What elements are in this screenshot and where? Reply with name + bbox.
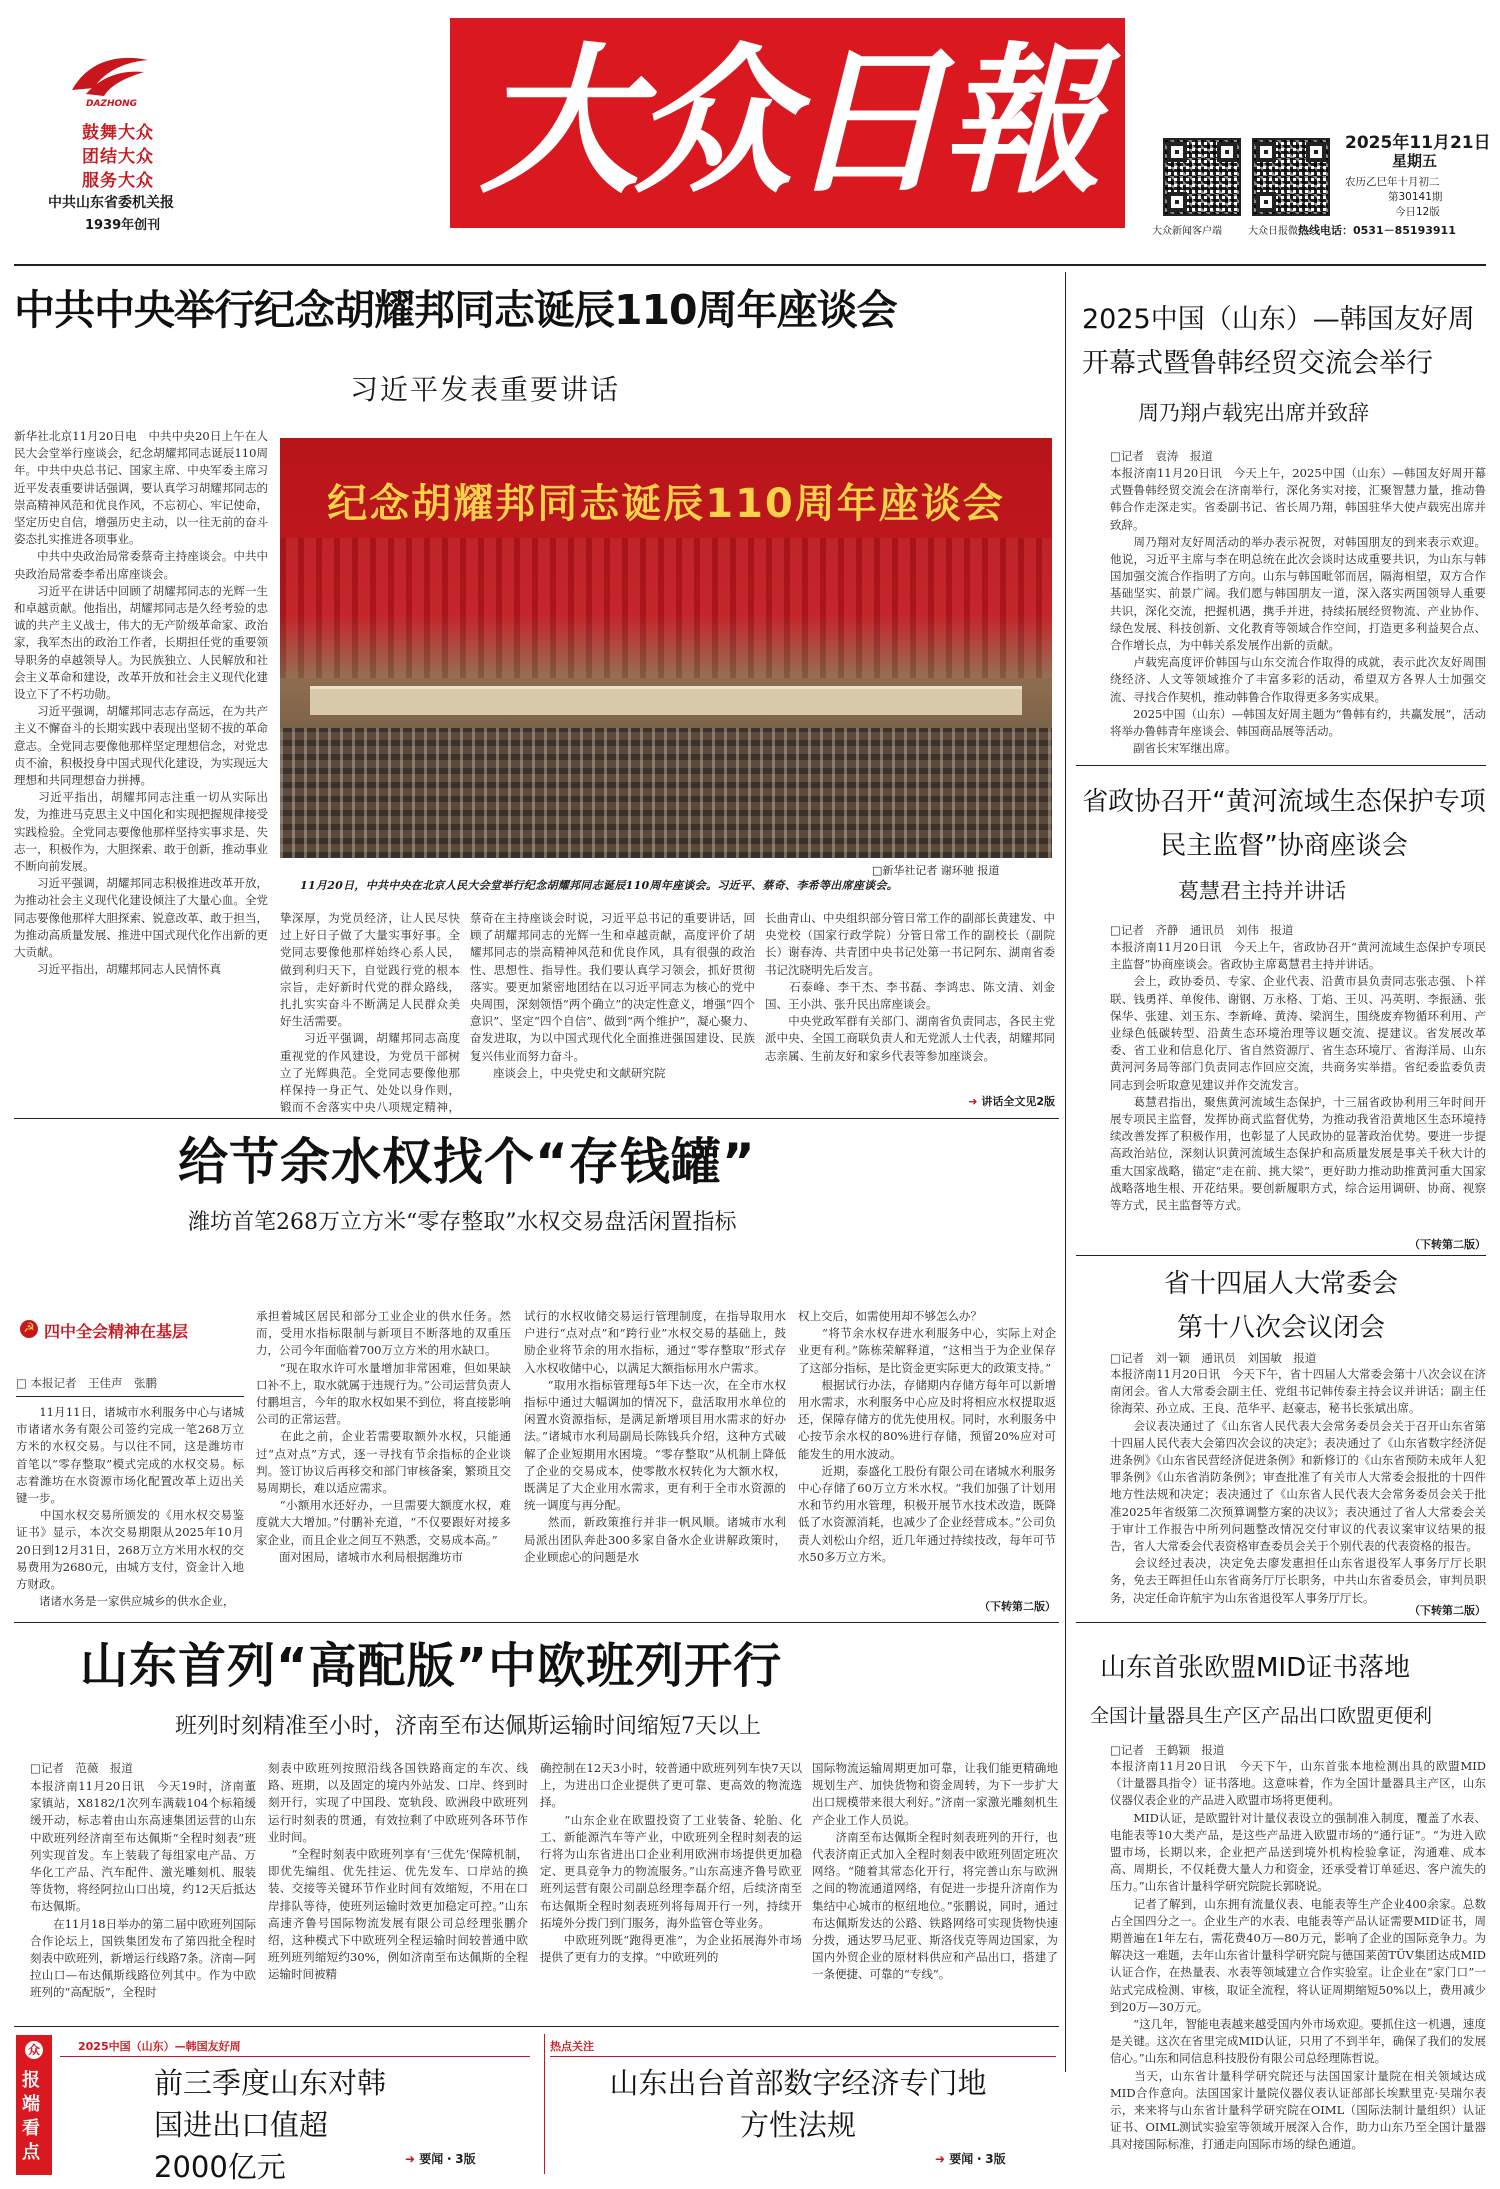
npc-headline bbox=[1076, 1262, 1486, 1350]
masthead-title: 大众日報 bbox=[479, 27, 1096, 215]
teaser-badge-icon: 众 bbox=[25, 2041, 43, 2059]
organ-label: 中共山东省委机关报 bbox=[48, 195, 174, 211]
korea-headline: 2025中国（山东）—韩国友好周开幕式暨鲁韩经贸交流会举行 bbox=[1082, 304, 1475, 379]
npc-body: 本报济南11月20日讯 今天下午，省十四届人大常委会第十八次会议在济南闭会。省人大常委会副主任、党组书记韩传泰主持会议并讲话；副主任徐海荣、孙立成、王良、范华平、赵豪志，秘书长张斌出席。 会议表决通过了《山东省人民代表大会常务委员会关于召开山东省第十四届人民代表大会第四次会议的决定》；表决通过了《山东省数字经济促进条例》《山东省民营经济促进条例》和新修订的《山东省预防未成年人犯罪条例》《山东省消防条例》；审查批准了有关市人大常委会报批的十四件地方性法规和决定；表决通过了《山东省人民代表大会常务委员会关于批准2025年省级第二次预算调整方案的决议》；表决通过了省人大常委会关于审计工作报告中所列问题整改情况交付审议的代表议案审议结果的报告，省人大常委会代表资格审查委员会关于个别代表的代表资格的报告。 会议经过表决，决定免去廖发惠担任山东省退役军人事务厅厅长职务，免去王晖担任山东省商务厅厅长职务，中共山东省委员会，审判员职务，决定任命许航宇为山东省退役军人事务厅厅长。 bbox=[1110, 1367, 1486, 1605]
rail-column-4: 国际物流运输周期更加可靠，让我们能更精确地规划生产、加快货物和资金周转，为下一步扩大出口规模带来很大利好。”济南一家激光雕刻机生产企业工作人员说。 济南至布达佩斯全程时刻表班列的开行，也代表济南正式加入全程时刻表中欧班列固定班次网络。“随着其常态化开行，将完善山东与欧洲之间的物流通道网络，有促进一步提升济南作为集结中心城市的枢纽地位。”张鹏说，同时，通过布达佩斯发达的公路、铁路网络可实现货物快速分拨，通达罗马尼亚、斯洛伐克等周边国家，为国内外贸企业的原材料供应和产品出口，搭建了一条便捷、可靠的“专线”。 bbox=[812, 1761, 1058, 1982]
right-column-divider bbox=[1065, 272, 1066, 2072]
slogan-1: 鼓舞大众 bbox=[82, 123, 154, 143]
water-column-3: 试行的水权收储交易运行管理制度，在指导取用水户进行“点对点”和“跨行业”水权交易的基础上，鼓励企业将节余的用水指标，通过“零存整取”形式存入水权收储中心，以满足大额指标用水户需求。 “取用水指标管理每5年下达一次，在全市水权指标中通过大幅调加的情况下，盘活取用水单位的闲置水资源指标，是满足新增项目用水需求的好办法。”诸城市水利局副局长陈钱兵介绍，这种方式破解了企业短期用水困境。“零存整取”从机制上降低了企业的交易成本，使零散水权转化为大额水权，既满足了大企业用水需求，更有利于全市水资源的统一调度与再分配。 然而，新政策推行并非一帆风顺。诸城市水利局派出团队奔赴300多家自备水企业讲解政策时，企业顾虑心的问题是水 bbox=[524, 1309, 786, 1564]
teaser-left-title: 前三季度山东对韩国进出口值超2000亿元 bbox=[154, 2066, 387, 2184]
slogan-2: 团结大众 bbox=[82, 147, 154, 167]
issue-weekday: 星期五 bbox=[1392, 152, 1438, 170]
korea-byline: □记者 袁涛 报道 bbox=[1110, 449, 1213, 463]
teaser-top-rule bbox=[14, 2026, 1059, 2027]
npc-headline-text: 省十四届人大常委会第十八次会议闭会 bbox=[1163, 1269, 1398, 1343]
teaser-left-arrow-icon: ➜ bbox=[405, 2152, 416, 2166]
npc-byline: □记者 刘一颖 通讯员 刘国敏 报道 bbox=[1110, 1351, 1317, 1365]
party-emblem-icon: ☭ bbox=[20, 1320, 38, 1338]
slogan-3: 服务大众 bbox=[82, 171, 154, 191]
issue-number: 第30141期 bbox=[1388, 191, 1443, 203]
rail-column-1: 本报济南11月20日讯 今天19时，济南董家镇站，X8182/1次列车满载104个标箱缓缓开动，标志着由山东高速集团运营的山东中欧班列经济南至布达佩斯“全程时刻表”班列实现首发。车上装载了每组家电产品、万华化工产品、汽车配件、激光雕刻机、服装等货物，将经阿拉山口出境，约12天后抵达布达佩斯。 在11月18日举办的第二届中欧班列国际合作论坛上，国铁集团发布了第四批全程时刻表中欧班列，新增运行线路7条。济南—阿拉山口—布达佩斯线路位列其中。作为中欧班列的“高配版”，全程时 bbox=[30, 1779, 256, 2000]
lead-subhead: 习近平发表重要讲话 bbox=[350, 373, 621, 406]
teaser-right-ref-text: 要闻・3版 bbox=[949, 2152, 1006, 2166]
column-tag-label: 四中全会精神在基层 bbox=[44, 1322, 189, 1341]
teaser-right-tag: 热点关注 bbox=[550, 2040, 594, 2053]
lead-column-4: 长曲青山、中央组织部分管日常工作的副部长黄建发、中央党校（国家行政学院）分管日常工作的副校长（副院长）谢春涛、共青团中央书记处第一书记阿东、湖南省委书记沈晓明先后发言。 石泰峰、李干杰、李书磊、李鸿忠、陈文清、刘金国、王小洪、张升民出席座谈会。 中央党政军群有关部门、湖南省负责同志，各民主党派中央、全国工商联负责人和无党派人士代表，胡耀邦同志亲属、生前友好和家乡代表等参加座谈会。 bbox=[765, 911, 1055, 1063]
hotline: 热线电话：0531－85193911 bbox=[1298, 224, 1456, 237]
photo-caption: 11月20日，中共中央在北京人民大会堂举行纪念胡耀邦同志诞辰110周年座谈会。习近平、蔡奇、李希等出席座谈会。 bbox=[300, 879, 899, 892]
masthead-title-block bbox=[450, 18, 1125, 228]
water-headline: 给节余水权找个“存钱罐” bbox=[178, 1133, 756, 1191]
korea-bottom-rule bbox=[1076, 765, 1486, 766]
teaser-left-tag: 2025中国（山东）—韩国友好周 bbox=[78, 2040, 241, 2053]
water-continue: （下转第二版） bbox=[979, 1600, 1056, 1613]
rail-column-2: 刻表中欧班列按照沿线各国铁路商定的车次、线路、班期，以及固定的境内外站发、口岸、终到时刻开行，实现了中国段、宽轨段、欧洲段中欧班列运行时刻表的贯通，有效拉剩了中欧班列各环节作业时间。 “全程时刻表中欧班列享有‘三优先’保障机制，即优先编组、优先挂运、优先发车、口岸站的换装、交接等关键环节作业时间有效缩短，不用在口岸排队等待，使班列运输时效更加稳定可控。”山东高速齐鲁号国际物流发展有限公司总经理张鹏介绍，这种模式下中欧班列全程运输时间较普通中欧班列班列缩短约30%，例如济南至布达佩斯的全程运输时间被精 bbox=[268, 1761, 528, 1982]
curtain-folds bbox=[280, 538, 1052, 678]
water-byline: □ 本报记者 王佳声 张鹏 bbox=[16, 1376, 158, 1390]
water-column-2: 承担着城区居民和部分工业企业的供水任务。然而，受用水指标限制与新项目不断落地的双重压力，公司今年面临着700万立方米的用水缺口。 “现在取水许可水量增加非常困难，但如果缺口补不上，取水就属于违规行为。”公司运营负责人付鹏坦言，今年的取水权如果不到位，将直接影响公司的正常运营。 在此之前，企业若需要取额外水权，只能通过“点对点”方式，逐一寻找有节余指标的企业谈判。签订协议后再移交和部门审核备案，繁琐且交易周期长，难以适应需求。 “小额用水还好办，一旦需要大额度水权，难度就大大增加。”付鹏补充道，“不仅要跟好对接多家企业，而且企业之间互不熟悉，交易成本高。” 面对困局，诸城市水利局根据潍坊市 bbox=[256, 1309, 511, 1564]
lunar-date: 农历乙巳年十月初二 bbox=[1345, 176, 1440, 188]
water-bottom-rule bbox=[14, 1622, 1059, 1623]
teaser-left-ref-text: 要闻・3版 bbox=[419, 2152, 476, 2166]
stage-platform bbox=[310, 686, 1022, 715]
teaser-left-card[interactable] bbox=[60, 2060, 540, 2184]
rail-column-3: 确控制在12天3小时，较普通中欧班列列车快7天以上，为进出口企业提供了更可靠、更高效的物流选择。 “山东企业在欧盟投资了工业装备、轮胎、化工、新能源汽车等产业，中欧班列全程时刻表的运行将为山东省进出口企业利用欧洲市场提供更加稳定、更具竞争力的物流服务。”山东高速齐鲁号欧亚班列运营有限公司副总经理李磊介绍，后续济南至布达佩斯全程时刻表班列将每周开行一列，持续开拓境外分拨门到门服务，海外监管仓等业务。 中欧班列既“跑得更准”，为企业拓展海外市场提供了更有力的支撑。“中欧班列的 bbox=[540, 1761, 802, 1965]
teaser-right-ref bbox=[935, 2150, 1006, 2167]
teaser-left-tag-line bbox=[60, 2056, 530, 2057]
rail-byline: □记者 范薇 报道 bbox=[30, 1761, 133, 1775]
cppcc-body: 本报济南11月20日讯 今天上午，省政协召开“黄河流域生态保护专项民主监督”协商座谈会。省政协主席葛慧君主持并讲话。 会上，政协委员、专家、企业代表、沿黄市县负责同志张志强、卜祥联、钱勇祥、单俊伟、谢钢、万永格、丁焰、王贝、冯英明、李振涵、张保华、张建、刘玉东、李新峰、黄涛、梁润生，围绕废弃物循环利用、产业绿色低碳转型、沿黄生态环境治理等议题交流、提建议。省发展改革委、省工业和信息化厅、省自然资源厅、省生态环境厅、省海洋局、山东黄河河务局等部门负责同志作回应交流，共商务实举措。省纪委监委负责同志到会听取意见建议并作交流发言。 葛慧君指出，聚焦黄河流域生态保护，十三届省政协利用三年时间开展专项民主监督，发挥协商式监督优势，为推动我省沿黄地区生态环境持续改善发挥了积极作用，也彰显了人民政协的显著政治优势。要进一步提高政治站位，深刻认识黄河流域生态保护和高质量发展是事关千秋大计的重大国家战略，锚定“走在前、挑大梁”，更好助力推动助推黄河重大国家战略落地生根、开花结果。要创新履职方式，综合运用调研、协商、视察等方式，民主监督等方式。 bbox=[1110, 940, 1486, 1213]
mid-body: 本报济南11月20日讯 今天下午，山东首张本地检测出具的欧盟MID（计量器具指令）证书落地。这意味着，作为全国计量器具主产区，山东仪器仪表企业的产品进入欧盟市场将更便利。 MID认证，是欧盟针对计量仪表设立的强制准入制度，覆盖了水表、电能表等10大类产品，是这些产品进入欧盟市场的“通行证”。“为进入欧盟市场，长期以来，企业把产品送到境外机构检验拿证，沟通难、成本高、周期长，不仅耗费大量人力和资金，还承受着订单延迟、客户流失的压力。”山东省计量科学研究院院长郭晓说。 记者了解到，山东拥有流量仪表、电能表等生产企业400余家。总数占全国四分之一。企业生产的水表、电能表等产品认证需要MID证书，周期普遍在1年左右，需花费40万—80万元，影响了企业的国际竞争力。为解决这一难题，去年山东省计量科学研究院与德国莱茵TÜV集团达成MID认证合作，在热量表、水表等领域建立合作实验室。让企业在“家门口”一站式完成检测、审核，取证全流程，将认证周期缩短50%以上，费用减少到20万—30万元。 “这几年，智能电表越来越受国内外市场欢迎。要抓住这一机遇，速度是关键。这次在省里完成MID认证，只用了不到半年，确保了我们的发展信心。”山东和同信息科技股份有限公司总经理陈哲说。 当天，山东省计量科学研究院还与法国国家计量院在相关领域达成MID合作意向。法国国家计量院仪器仪表认证部部长埃默里克·吴瑞尔表示，来来将与山东省计量科学研究院在OIML（国际法制计量组织）认证证书、OIML测试实验室等领域开展深入合作，助力山东乃至全国计量器具对接国际标准，打通走向国际市场的绿色通道。 bbox=[1110, 1759, 1486, 2152]
qr-label-app: 大众新闻客户端 bbox=[1152, 226, 1222, 237]
cppcc-subhead: 葛慧君主持并讲话 bbox=[1178, 879, 1346, 903]
logo-caption: DAZHONG bbox=[86, 99, 138, 109]
lead-photo bbox=[280, 438, 1052, 858]
rail-headline: 山东首列“高配版”中欧班列开行 bbox=[80, 1638, 783, 1694]
teaser-right-card[interactable] bbox=[550, 2060, 1056, 2170]
qr-code-wechat-icon bbox=[1252, 138, 1330, 216]
water-subhead: 潍坊首笔268万立方米“零存整取”水权交易盘活闲置指标 bbox=[188, 1210, 737, 1235]
lead-continue-link[interactable] bbox=[880, 1093, 1055, 1109]
masthead-rule bbox=[14, 264, 1486, 266]
mid-subhead: 全国计量器具生产区产品出口欧盟更便利 bbox=[1090, 1705, 1433, 1727]
lead-column-3: 蔡奇在主持座谈会时说，习近平总书记的重要讲话，回顾了胡耀邦同志的光辉一生和卓越贡献，高度评价了胡耀邦同志的崇高精神风范和优良作风，具有很强的政治性、思想性、指导性。我们要认真学习领会，抓好贯彻落实。要更加紧密地团结在以习近平同志为核心的党中央周围，深刻领悟“两个确立”的决定性意义，增强“四个意识”、坚定“四个自信”、做到“两个维护”，凝心聚力、奋发进取，为以中国式现代化全面推进强国建设、民族复兴伟业而努力奋斗。 座谈会上，中央党史和文献研究院 bbox=[470, 911, 755, 1080]
page-count: 今日12版 bbox=[1395, 206, 1440, 218]
teaser-side-badge bbox=[16, 2035, 52, 2175]
lead-continue-text: 讲话全文见2版 bbox=[981, 1095, 1055, 1108]
water-column-1: 11月11日，诸城市水利服务中心与诸城市诸诸水务有限公司签约完成一笔268万立方米的水权交易。与以往不同，这是潍坊市首笔以“零存整取”模式完成的水权交易。标志着潍坊在水资源市场化配置改革上迈出关键一步。 中国水权交易所颁发的《用水权交易鉴证书》显示，本次交易期限从2025年10月20日到12月31日，268万立方米用水权的交易费用为2680元，由城方支付，资金计入地方财政。 诸诸水务是一家供应城乡的供水企业， bbox=[16, 1405, 244, 1609]
korea-body: 本报济南11月20日讯 今天上午，2025中国（山东）—韩国友好周开幕式暨鲁韩经贸交流会在济南举行，深化务实对接，汇聚智慧力量，推动鲁韩合作走深走实。省委副书记、省长周乃翔，韩国驻华大使卢载宪出席并致辞。 周乃翔对友好周活动的举办表示祝贺，对韩国朋友的到来表示欢迎。他说，习近平主席与李在明总统在此次会谈时达成重要共识，为山东与韩国加强交流合作指明了方向。山东与韩国毗邻而居，隔海相望，双方合作基础坚实、前景广阔。我们愿与韩国朋友一道，深入落实两国领导人重要共识，深化交流，把握机遇，携手并进，持续拓展经贸物流、产业协作、绿色发展、科技创新、文化教育等领域合作空间，打造更多利益契合点、合作增长点，为中韩关系发展作出新的贡献。 卢载宪高度评价韩国与山东交流合作取得的成就，表示此次友好周围绕经济、人文等领域推介了丰富多彩的活动，希望双方各界人士加强交流、寻找合作契机，推动韩鲁合作取得更多务实成果。 2025中国（山东）—韩国友好周主题为“鲁韩有约，共赢发展”，活动将举办鲁韩青年座谈会、韩国商品展等活动。 副省长宋军继出席。 bbox=[1110, 466, 1486, 756]
cppcc-headline: 省政协召开“黄河流域生态保护专项民主监督”协商座谈会 bbox=[1082, 787, 1486, 861]
issue-date: 2025年11月21日 bbox=[1345, 133, 1491, 153]
lead-column-1: 新华社北京11月20日电 中共中央20日上午在人民大会堂举行座谈会，纪念胡耀邦同志诞辰110周年。中共中央总书记、国家主席、中央军委主席习近平发表重要讲话强调，要认真学习胡耀邦同志的崇高精神风范和优良作风，不忘初心、牢记使命，坚定历史自信，增强历史主动，以一往无前的奋斗姿态扎实推进各项事业。 中共中央政治局常委蔡奇主持座谈会。中共中央政治局常委李希出席座谈会。 习近平在讲话中回顾了胡耀邦同志的光辉一生和卓越贡献。他指出，胡耀邦同志是久经考验的忠诚的共产主义战士，伟大的无产阶级革命家、政治家，我军杰出的政治工作者，长期担任党的重要领导职务的卓越领导人。为民族独立、人民解放和社会主义革命和建设，改革开放和社会主义现代化建设立下了不朽功勋。 习近平强调，胡耀邦同志志存高远，在为共产主义不懈奋斗的长期实践中表现出坚韧不拔的革命意志。全党同志要像他那样坚定理想信念，对党忠贞不渝，积极投身中国式现代化建设，为实现远大理想和共同理想奋力拼搏。 习近平指出，胡耀邦同志注重一切从实际出发，为推进马克思主义中国化和实现把握规律接受实践检验。全党同志要像他那样坚持实事求是、失志一，积极作为，大胆探索、敢于创新，推动事业不断向前发展。 习近平强调，胡耀邦同志积极推进改革开放，为推动社会主义现代化建设倾注了大量心血。全党同志要像他那样大胆探索、锐意改革、敢于担当，为推动高质量发展、推进中国式现代化作出新的更大贡献。 习近平指出，胡耀邦同志人民情怀真 bbox=[14, 429, 268, 977]
photo-credit: □新华社记者 谢环驰 报道 bbox=[872, 864, 1000, 877]
qr-label-wechat: 大众日报微信 bbox=[1248, 226, 1308, 237]
teaser-right-tag-line bbox=[550, 2056, 1056, 2057]
arrow-icon: ➜ bbox=[968, 1095, 978, 1108]
column-tag bbox=[16, 1316, 244, 1346]
qr-code-app-icon bbox=[1163, 138, 1241, 216]
rail-subhead: 班列时刻精准至小时，济南至布达佩斯运输时间缩短7天以上 bbox=[175, 1714, 761, 1739]
founded-label: 1939年创刊 bbox=[85, 218, 161, 233]
water-byline-rule bbox=[16, 1396, 244, 1397]
masthead bbox=[0, 0, 1500, 265]
teaser-left-ref bbox=[405, 2150, 476, 2167]
audience-rows bbox=[280, 728, 1052, 858]
teaser-right-arrow-icon: ➜ bbox=[935, 2152, 946, 2166]
npc-bottom-rule bbox=[1076, 1622, 1486, 1623]
cppcc-byline: □记者 齐静 通讯员 刘伟 报道 bbox=[1110, 923, 1294, 937]
teaser-side-label: 报端看点 bbox=[22, 2070, 40, 2163]
mid-headline: 山东首张欧盟MID证书落地 bbox=[1100, 1653, 1411, 1683]
cppcc-bottom-rule bbox=[1076, 1255, 1486, 1256]
banner-text: 纪念胡耀邦同志诞辰110周年座谈会 bbox=[327, 481, 1005, 527]
lead-column-2: 挚深厚，为党员经济，让人民尽快过上好日子做了大量实事好事。全党同志要像他那样始终心系人民，做到利归天下，自觉践行党的根本宗旨，走好新时代党的群众路线，扎扎实实奋斗不断满足人民群众美好生活需要。 习近平强调，胡耀邦同志高度重视党的作风建设，为党员干部树立了光辉典范。全党同志要像他那样保持一身正气、处处以身作则，锻而不舍落实中央八项规定精神， bbox=[280, 911, 460, 1115]
water-column-4: 权上交后，如需使用却不够怎么办？ “将节余水权存进水利服务中心，实际上对企业更有利。”陈栋荣解释道，“这相当于为企业保存了这部分指标，是比资金更实际更大的政策支持。” 根据试行办法，存储期内存储方每年可以新增用水需求，水利服务中心应及时将相应水权提取返还，保障存储方的优先使用权。同时，水利服务中心按节余水权的80%进行存储，预留20%应对可能发生的用水波动。 近期，泰盛化工股份有限公司在诸城水利服务中心存储了60万立方米水权。“我们加强了计划用水和节约用水管理，积极开展节水技术改造，既降低了水资源消耗，也减少了企业经营成本。”公司负责人刘松山介绍，近几年通过持续技改，每年可节水50多万立方米。 bbox=[798, 1309, 1056, 1564]
teaser-right-title: 山东出台首部数字经济专门地方性法规 bbox=[609, 2066, 987, 2142]
lead-headline: 中共中央举行纪念胡耀邦同志诞辰110周年座谈会 bbox=[14, 286, 897, 334]
cppcc-continue: （下转第二版） bbox=[1409, 1238, 1486, 1251]
dazhong-logo-icon bbox=[64, 50, 154, 102]
mid-byline: □记者 王鹤颖 报道 bbox=[1110, 1743, 1225, 1757]
npc-continue: （下转第二版） bbox=[1409, 1604, 1486, 1617]
lead-bottom-rule bbox=[14, 1118, 1059, 1119]
teaser-divider bbox=[544, 2034, 545, 2174]
korea-subhead: 周乃翔卢载宪出席并致辞 bbox=[1138, 401, 1369, 425]
